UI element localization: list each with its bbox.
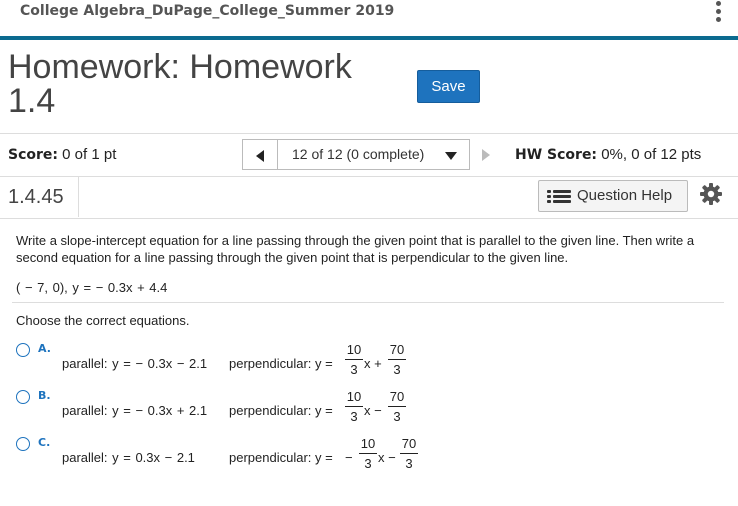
previous-question-button[interactable] <box>242 139 278 170</box>
option-letter: C. <box>38 436 51 449</box>
score <box>8 146 116 163</box>
question-number: 1.4.45 <box>8 186 64 208</box>
variable-operator: x + <box>364 356 382 371</box>
question-prompt: Write a slope-intercept equation for a line passing through the given point that is parallel to the given line. Then write a second equation for a line passing through the given point that is perpendicular to the given line. <box>16 233 695 265</box>
divider <box>12 302 724 303</box>
hw-score <box>515 146 701 163</box>
question-help-button[interactable] <box>538 180 688 212</box>
fraction-denominator: 3 <box>364 456 372 471</box>
score-value: 0 of 1 pt <box>62 146 117 163</box>
option-letter: A. <box>38 342 51 355</box>
perpendicular-label: perpendicular: y = <box>229 356 333 371</box>
option-c[interactable] <box>16 436 436 482</box>
fraction-numerator: 10 <box>346 389 362 404</box>
more-options-icon[interactable] <box>714 1 722 23</box>
score-label: Score: <box>8 147 58 163</box>
option-a[interactable] <box>16 342 436 388</box>
variable-operator: x − <box>364 403 382 418</box>
question-selector[interactable]: 12 of 12 (0 complete) <box>278 139 470 170</box>
divider <box>0 133 738 134</box>
list-icon <box>547 190 571 204</box>
parallel-equation: parallel: y = − 0.3x − 2.1 <box>62 356 208 371</box>
divider <box>0 218 738 219</box>
slope-fraction <box>344 342 364 377</box>
option-b-radio[interactable] <box>16 390 30 404</box>
fraction-denominator: 3 <box>393 362 401 377</box>
gear-icon[interactable] <box>699 182 723 206</box>
perpendicular-label: perpendicular: y = <box>229 450 333 465</box>
fraction-numerator: 10 <box>360 436 376 451</box>
course-title: College Algebra_DuPage_College_Summer 2019 <box>20 3 395 19</box>
fraction-numerator: 70 <box>389 342 405 357</box>
fraction-numerator: 70 <box>401 436 417 451</box>
fraction-denominator: 3 <box>405 456 413 471</box>
question-pager <box>242 139 502 170</box>
option-b[interactable] <box>16 389 436 435</box>
slope-fraction <box>358 436 378 471</box>
next-question-button[interactable] <box>476 139 498 170</box>
course-header <box>0 0 738 40</box>
perpendicular-label: perpendicular: y = <box>229 403 333 418</box>
hw-score-label: HW Score: <box>515 147 598 163</box>
question-help-label: Question Help <box>577 187 673 204</box>
save-button[interactable]: Save <box>417 70 480 103</box>
fraction-numerator: 70 <box>389 389 405 404</box>
instruction: Choose the correct equations. <box>16 313 190 328</box>
given-point-and-line: ( − 7, 0), y = − 0.3x + 4.4 <box>16 280 168 295</box>
option-c-radio[interactable] <box>16 437 30 451</box>
negative-sign: − <box>345 450 353 465</box>
fraction-denominator: 3 <box>350 362 358 377</box>
fraction-denominator: 3 <box>350 409 358 424</box>
fraction-denominator: 3 <box>393 409 401 424</box>
parallel-equation: parallel: y = − 0.3x + 2.1 <box>62 403 208 418</box>
variable-operator: x − <box>378 450 396 465</box>
slope-fraction <box>344 389 364 424</box>
option-letter: B. <box>38 389 51 402</box>
intercept-fraction <box>387 389 407 424</box>
divider <box>78 177 79 217</box>
parallel-equation: parallel: y = 0.3x − 2.1 <box>62 450 195 465</box>
divider <box>0 176 738 177</box>
page-title: Homework: Homework 1.4 <box>8 48 352 120</box>
option-a-radio[interactable] <box>16 343 30 357</box>
hw-score-value: 0%, 0 of 12 pts <box>601 146 702 163</box>
intercept-fraction <box>387 342 407 377</box>
fraction-numerator: 10 <box>346 342 362 357</box>
intercept-fraction <box>399 436 419 471</box>
